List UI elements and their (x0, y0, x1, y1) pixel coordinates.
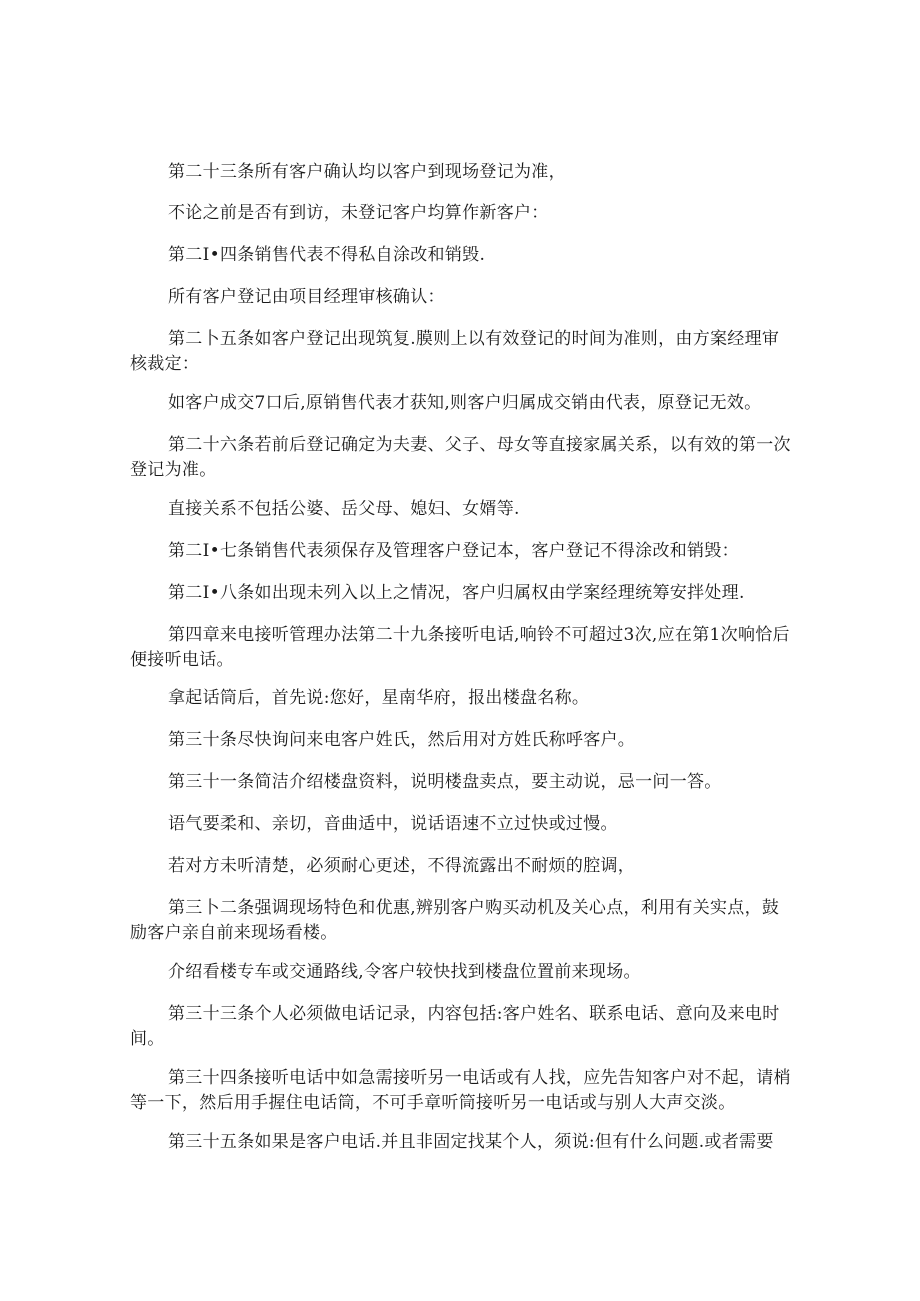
paragraph-1 (168, 160, 788, 185)
paragraph-line: 第三十三条个人必须做电话记录，内容包括:客户姓名、联系电话、意向及来电时 (168, 1004, 780, 1024)
paragraph-8 (168, 497, 788, 522)
paragraph-line: 介绍看楼专车或交通路线,令客户较快找到楼盘位置前来现场。 (168, 962, 641, 982)
paragraph-line: 等一下，然后用手握住电话筒，不可手章听筒接听另一电话或与别人大声交淡。 (130, 1093, 736, 1113)
paragraph-line: 第二十三条所有客户确认均以客户到现场登记为准， (168, 162, 566, 182)
paragraph-7 (130, 433, 791, 483)
paragraph-2 (168, 201, 788, 226)
paragraph-13 (168, 728, 788, 753)
paragraph-line: 如客户成交7口后,原销售代表才获知,则客户归属成交销由代表，原登记无效。 (168, 393, 762, 413)
paragraph-16 (168, 854, 788, 879)
paragraph-5 (130, 327, 788, 377)
paragraph-line: 第三十四条接听电话中如急需接听另一电话或有人找，应先告知客户对不起，请梢 (168, 1068, 791, 1088)
paragraph-line: 拿起话筒后，首先说:您好，星南华府，报出楼盘名称。 (168, 688, 590, 708)
paragraph-line: 第二卜五条如客户登记出现筑复.膜则上以有效登记的时间为准则，由方案经理审 (168, 329, 780, 349)
paragraph-21 (168, 1130, 788, 1155)
paragraph-line: 第二十六条若前后登记确定为夫妻、父子、母女等直接家属关系，以有效的第一次 (168, 435, 791, 455)
paragraph-line: 第三十条尽快询问来电客户姓氏，然后用对方姓氏称呼客户。 (168, 730, 636, 750)
paragraph-18 (168, 960, 788, 985)
paragraph-19 (130, 1002, 788, 1052)
paragraph-12 (168, 686, 788, 711)
paragraph-line: 第三卜二条强调现场特色和优惠,辨别客户购买动机及关心点，利用有关实点，鼓 (168, 898, 780, 918)
paragraph-9 (168, 539, 788, 564)
paragraph-line: 第三十五条如果是客户电话.并且非固定找某个人，须说:但有什么问题.或者需要 (168, 1132, 774, 1152)
paragraph-3 (168, 243, 788, 268)
paragraph-line: 第三十一条简洁介绍楼盘资料，说明楼盘卖点，要主动说，忌一问一答。 (168, 772, 722, 792)
paragraph-line: 励客户亲自前来现场看楼。 (130, 923, 338, 943)
paragraph-line: 直接关系不包括公婆、岳父母、媳妇、女婿等. (168, 499, 520, 519)
paragraph-line: 间。 (130, 1029, 165, 1049)
paragraph-line: 第二I•七条销售代表须保存及管理客户登记本，客户登记不得涂改和销毁： (168, 541, 739, 561)
paragraph-line: 语气要柔和、亲切，音曲适中，说话语速不立过快或过慢。 (168, 814, 618, 834)
paragraph-line: 登记为准。 (130, 460, 217, 480)
paragraph-line: 便接听电话。 (130, 650, 234, 670)
paragraph-line: 所有客户登记由项目经理审核确认： (168, 287, 445, 307)
paragraph-line: 若对方未听清楚，必须耐心更述，不得流露出不耐烦的腔调， (168, 856, 636, 876)
paragraph-14 (168, 770, 788, 795)
paragraph-11 (130, 623, 790, 673)
paragraph-17 (130, 896, 788, 946)
paragraph-4 (168, 285, 788, 310)
paragraph-line: 不论之前是否有到访，未登记客户均算作新客户： (168, 203, 549, 223)
paragraph-line: 第二I•四条销售代表不得私自涂改和销毁. (168, 245, 486, 265)
paragraph-20 (130, 1066, 791, 1116)
paragraph-line: 第四章来电接听管理办法第二十九条接听电话,响铃不可超过3次,应在第1次响恰后 (168, 625, 790, 645)
paragraph-line: 核裁定： (130, 354, 200, 374)
paragraph-10 (168, 581, 788, 606)
paragraph-line: 第二I•八条如出现未列入以上之情况，客户归属权由学案经理统筹安拌处理. (168, 583, 745, 603)
paragraph-15 (168, 812, 788, 837)
paragraph-6 (168, 391, 788, 416)
